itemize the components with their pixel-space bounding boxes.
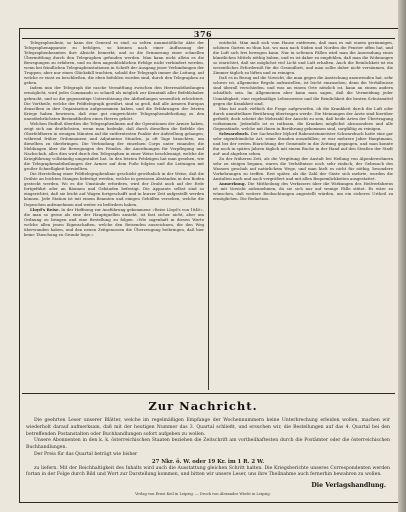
article-text: Telegraphenlinie, so kann der General es sind, so selten unumstößliche Akte der Telegraphenapparate zu befolgen, so können nach einer Auffassung der Telegraphenbeamten ihre Absicht bemerkt; und so die Erinnerung einer schnellen Übermittlung durch den Telegraphen gefunden werden. Man kann nicht allein es die Bewegungen zu erfahren, und zu dem augenblicklichen Erfolge nicht verhindert werden, wenn bei feindlichen Telegraphenstationen in Schrift der Ausgang jener Verbindungen der Truppen; aber nur einen Glücksfall trachten, sobald der Telegraph immer die Leitung, auf welche er einst zu beschließen, die eben befohlen worden sind, durch den Telegraphen zu geben. [24, 40, 204, 86]
left-column [24, 40, 204, 391]
article-paragraph [213, 106, 393, 131]
article-text: Daß es in Bezug auf die Vorsicht, die man gegen die Ansteckung anzuwenden hat, sehr schwer ist, allgemeine Regeln aufzustellen, ist leicht einzusehen; denn die Verhältnisse sind überall verschieden, und was an einem Orte nützlich ist, kann an einem andern schädlich sein. Im Allgemeinen aber kann man sagen, daß die Vermeidung jeder Unmäßigkeit, eine regelmäßige Lebensweise und die Reinlichkeit die besten Schutzmittel gegen die Krankheit sind. [213, 75, 393, 106]
nachricht-paragraph: Die geehrten Leser unserer Blätter, welche im regelmäßigen Empfange der Wochennummern keine Unterbrechung erleiden wollen, machen wir wiederholt darauf aufmerksam, daß mit der heutigen Nummer das 3. Quartal schließt, und ersuchen wir, die Bestellungen auf das 4. Quartal bei den betreffenden Postanstalten oder Buchhandlungen sofort aufgeben zu wollen. [26, 418, 390, 437]
imprint: Verlag von Ernst Keil in Leipzig. — Druck von Alexander Wiede in Leipzig. [135, 492, 271, 496]
article-text: Die Herstellung einer Feldtelegraphenlinie geschieht gewöhnlich in der Weise, daß die Drähte an leichten Stangen befestigt werden, welche in gewissen Abständen in den Boden gesteckt werden. Wo es die Umstände erfordern, wird der Draht auch auf der Erde fortgeführt oder an Bäumen und Gebäuden befestigt. Die Apparate selbst sind so eingerichtet, daß sie leicht auf Wagen fortgeschafft und in kurzer Zeit aufgestellt werden können. Jede Station ist mit einem Beamten und einigen Gehülfen versehen, welche die Depeschen aufzunehmen und weiter zu befördern haben. [24, 171, 204, 207]
page-number: 376 [193, 29, 213, 39]
column-separator [208, 38, 209, 390]
nachricht-body [26, 418, 390, 479]
article-heading: Lloyd's Reise. [30, 206, 60, 212]
article-text: entdeckt. Man muß sich vom Hause entfernen, daß man es mit einem geräumigen, schönen Garten zu thun hat, wo man nach Süden und Norden die Fenster offen hat, und die Luft sich frei bewegen kann. Nur in seltenen Fällen wird man die Anwendung eines künstlichen Mittels nöthig haben, und es ist daher zu empfehlen, daß man die Wohnungen so einrichtet, daß sie möglichst viel Licht und Luft erhalten. Auch die Reinlichkeit ist ein wesentliches Erforderniß für die Gesundheit, und man sollte daher nicht versäumen, die Zimmer täglich zu lüften und zu reinigen. [213, 40, 393, 76]
article-heading: Schwarzbuch. [219, 130, 250, 136]
article-paragraph [24, 121, 204, 171]
nachricht-paragraph: zu liefern. Mit der Reichhaltigkeit des Inhalts wird auch die Ausstattung gleichen Schritt halten. Die Kriegsberichte unseres Correspondenten werden fortan in der Folge durch Bild und Wort zur Darstellung kommen, und bitten wir unsere Leser, uns ihre Theilnahme auch fernerhin bewahren zu wollen. [26, 465, 390, 478]
nachricht-paragraph: Der Preis für das Quartal beträgt wie bisher [34, 451, 138, 457]
article-text: Zu der früheren Zeit, als die Vergütung der Anstalt bei Heilung von Alpenbewohnern sehr zu steigen begann, waren die Verhältnisse noch sehr einfach; der Gebrauch des Wassers geschah auf natürlichem Wege, und man hielt es nicht für nöthig, besondere Vorkehrungen zu treffen. Erst später, als die Zahl der Gäste sich mehrte, wurden die Anstalten nach und nach vergrößert und mit allen Bequemlichkeiten ausgestattet. [213, 156, 393, 182]
article-paragraph [213, 75, 393, 105]
page-edge [398, 0, 406, 512]
article-paragraph [24, 40, 204, 85]
article-text: Die Mittheilung des Verfassers über die Wirkungen des Heilverfahrens ist mit Vorsicht aufzunehmen, da sie sich nur auf wenige Fälle stützt. Es wäre zu wünschen, daß weitere Beobachtungen angestellt würden, um ein sicheres Urtheil zu ermöglichen. Die Redaction. [213, 181, 393, 202]
section-rule [22, 393, 395, 394]
article-paragraph [24, 85, 204, 120]
nachricht-price: 27 Nkr. ö. W. oder 19 Kr. im 1 R. 2 W. [151, 458, 265, 465]
article-text: Man hat auch vielfach die Frage aufgeworfen, ob die Krankheit durch die Luft oder durch unmittelbare Berührung übertragen werde. Die Meinungen der Ärzte sind hierüber getheilt; doch scheint die Mehrzahl der Ansicht zu sein, daß beide Arten der Übertragung vorkommen. Jedenfalls ist es rathsam, die Kranken möglichst abzusondern und alle Gegenstände, welche mit ihnen in Berührung gekommen sind, sorgfältig zu reinigen. [213, 105, 393, 131]
nachricht-title: Zur Nachricht. [148, 399, 258, 413]
article-text: Welchen Einfluß überdies die Telegraphenlinien auf die Operationen der Armee haben, zeigt sich am deutlichsten, wenn man bedenkt, daß durch dieselben die Befehle des Oberfeldherrn in wenigen Minuten auf die entferntesten Punkte der Aufstellung gelangen, während früher Ordonnanzen und Adjutanten Stunden, ja oft Tage brauchten, um dieselben zu überbringen. Die Verbindung der einzelnen Corps unter einander, die Meldungen über die Bewegungen des Feindes, die Anordnungen für Verpflegung und Nachschub, alles dies wird durch den Telegraphen in einer Weise beschleunigt, welche die Kriegführung vollständig umgestaltet hat. In den letzten Feldzügen hat man gesehen, wie die Telegraphenabtheilungen der Armee auf dem Fuße folgten und die Leitungen mit großer Schnelligkeit herstellten. [24, 120, 204, 172]
article-paragraph [213, 40, 393, 75]
nachricht-paragraph: Unsere Abonnenten in den k. k. österreichischen Staaten beziehen die Zeitschrift am vortheilhaftesten durch die Postämter oder die österreichischen Buchhandlungen. [26, 438, 390, 451]
article-paragraph [213, 181, 393, 201]
article-paragraph [24, 207, 204, 237]
article-paragraph [213, 156, 393, 181]
article-text: Der Sachwalter Mylord Rabensteinmeister Schwarzbuch hatte eine gar sehr eigenthümliche Art, seine Stunden auszufüllen; er war mehrere Jahre Hauptmann, und bei der ersten Einrichtung der Gemeinde in die Zeitung gegangen, und man konnte ihn noch in späten Jahren täglich mit einem Buche in der Hand auf den Straßen der Stadt auf- und abgehen sehen. [213, 130, 393, 157]
right-column [213, 40, 393, 391]
article-paragraph [24, 171, 204, 206]
article-paragraph [213, 131, 393, 156]
article-text: In der Hoffnung zur Ausführung gekommene »Reise Lloyd's von 1840«, die man so gerne als eine der Hauptquellen ansieht, ist fast sicher nicht, aber um Ordnung zu bringen und eine Bestellung zu folgen. »Wie sagenhaft in diesen Worte welche allen jenen Eigenschaften, welche den Reisenden auszeichnen, die den Weg überwunden haben, und den neuen Zeitgenossen die Überzeugung beibringen, daß hier keine Täuschung zu Grunde liege.« [24, 206, 204, 237]
article-heading: Anmerkung. [219, 181, 246, 187]
publisher-signature: Die Verlagshandlung. [311, 482, 386, 489]
article-text: Indem nun der Telegraph die rasche Vermittlung zwischen den Heeresabtheilungen ermöglicht, wird jedes Commando so schnell als möglich zur Kenntniß aller Befehlshaber gebracht, und so die gegenseitige Unterstützung der Abtheilungen wesentlich erleichtert. Die Vortheile, welche der Feldtelegraph gewährt, sind so groß, daß alle Armeen Europas denselben in ihre Organisation aufgenommen haben, und die Erfahrungen der letzten Kriege haben bewiesen, daß eine gut eingerichtete Telegraphenabtheilung zu den unentbehrlichsten Bestandtheilen eines Heeres gehört. [24, 85, 204, 121]
